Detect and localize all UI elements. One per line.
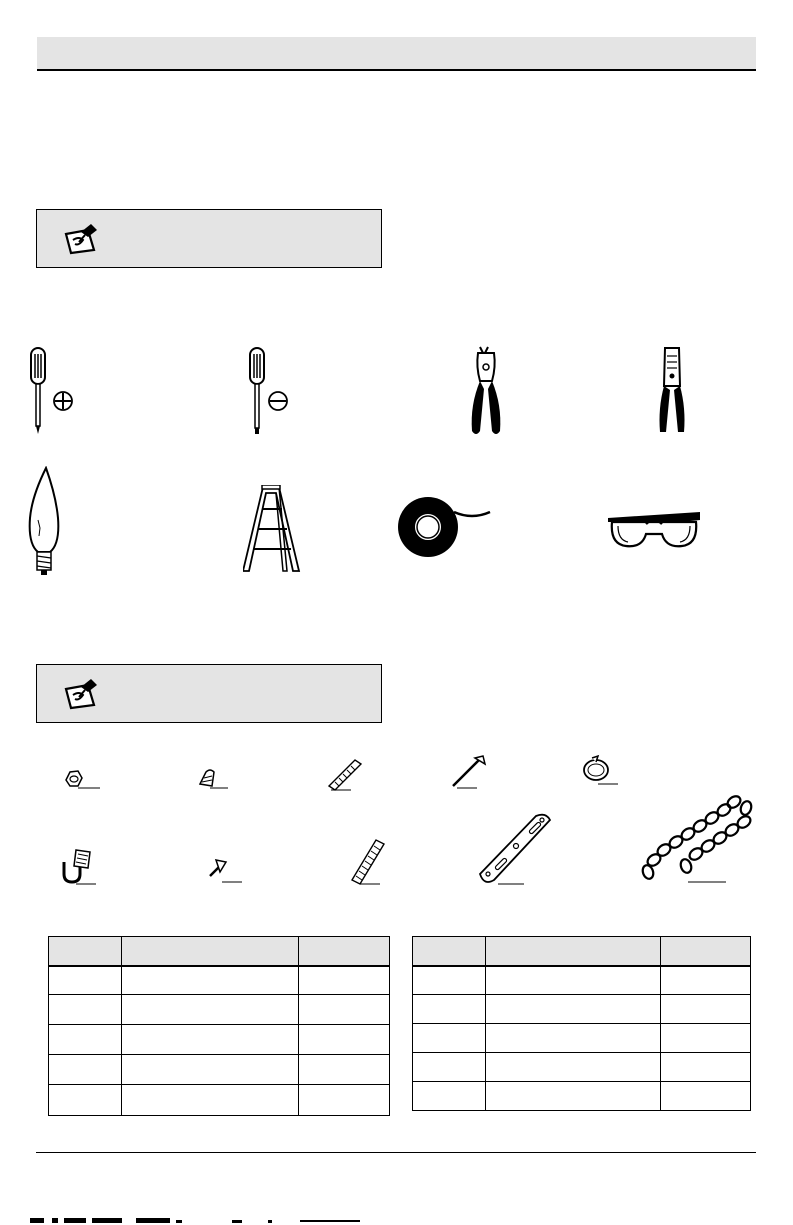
table-cell [122, 1055, 299, 1085]
table-header-row [413, 937, 751, 966]
table-cell [122, 1085, 299, 1116]
threaded-nipple-short-icon [325, 756, 365, 792]
table-cell [299, 966, 390, 995]
table-cell [299, 1025, 390, 1055]
mounting-bracket-icon [476, 812, 556, 888]
table-cell [49, 995, 122, 1025]
hardware-table-right [412, 936, 751, 1111]
wire-stripper-icon [466, 345, 506, 437]
footer-rule [36, 1152, 756, 1153]
table-header-cell [413, 937, 486, 966]
table-cell [486, 1053, 661, 1082]
flathead-screwdriver-icon [248, 346, 298, 436]
hardware-table-left [48, 936, 390, 1116]
table-cell [299, 995, 390, 1025]
table-cell [413, 966, 486, 995]
table-row [49, 966, 390, 995]
hex-nut-icon [60, 766, 102, 790]
table-cell [661, 1024, 751, 1053]
note-box-hardware [36, 664, 382, 723]
step-ladder-icon [243, 485, 303, 575]
table-row [49, 995, 390, 1025]
candelabra-bulb-icon [24, 466, 64, 578]
table-cell [486, 966, 661, 995]
table-header-cell [299, 937, 390, 966]
table-row [49, 1025, 390, 1055]
table-cell [49, 1025, 122, 1055]
note-pin-icon [61, 222, 101, 256]
table-cell [299, 1085, 390, 1116]
table-cell [486, 1082, 661, 1111]
table-cell [49, 1055, 122, 1085]
note-pin-icon [61, 677, 101, 711]
table-cell [299, 1055, 390, 1085]
table-cell [413, 1053, 486, 1082]
wire-connector-icon [196, 766, 230, 790]
wire-crimper-icon [652, 346, 692, 438]
table-cell [661, 995, 751, 1024]
table-cell [413, 995, 486, 1024]
table-cell [49, 966, 122, 995]
table-cell [486, 1024, 661, 1053]
table-cell [413, 1082, 486, 1111]
table-row [413, 1024, 751, 1053]
table-row [413, 1082, 751, 1111]
table-header-cell [122, 937, 299, 966]
table-cell [661, 1053, 751, 1082]
table-row [413, 966, 751, 995]
table-header-row [49, 937, 390, 966]
table-row [413, 1053, 751, 1082]
section-header-bar [37, 37, 756, 71]
table-header-cell [486, 937, 661, 966]
table-cell [122, 966, 299, 995]
table-cell [413, 1024, 486, 1053]
table-row [49, 1085, 390, 1116]
threaded-rod-icon [348, 836, 388, 886]
long-screw-icon [449, 754, 491, 790]
safety-glasses-icon [606, 506, 702, 554]
table-header-cell [49, 937, 122, 966]
phillips-screwdriver-icon [28, 346, 78, 436]
table-row [413, 995, 751, 1024]
table-header-cell [661, 937, 751, 966]
flat-screw-icon [206, 856, 246, 884]
table-cell [122, 1025, 299, 1055]
table-cell [49, 1085, 122, 1116]
hook-icon [56, 844, 100, 888]
table-row [49, 1055, 390, 1085]
lock-washer-icon [580, 752, 620, 788]
table-cell [661, 966, 751, 995]
table-cell [486, 995, 661, 1024]
table-cell [122, 995, 299, 1025]
electrical-tape-icon [396, 494, 492, 560]
note-box-tools [36, 209, 382, 268]
printer-marks-strip [0, 1216, 793, 1225]
table-cell [661, 1082, 751, 1111]
chain-icon [640, 794, 756, 886]
